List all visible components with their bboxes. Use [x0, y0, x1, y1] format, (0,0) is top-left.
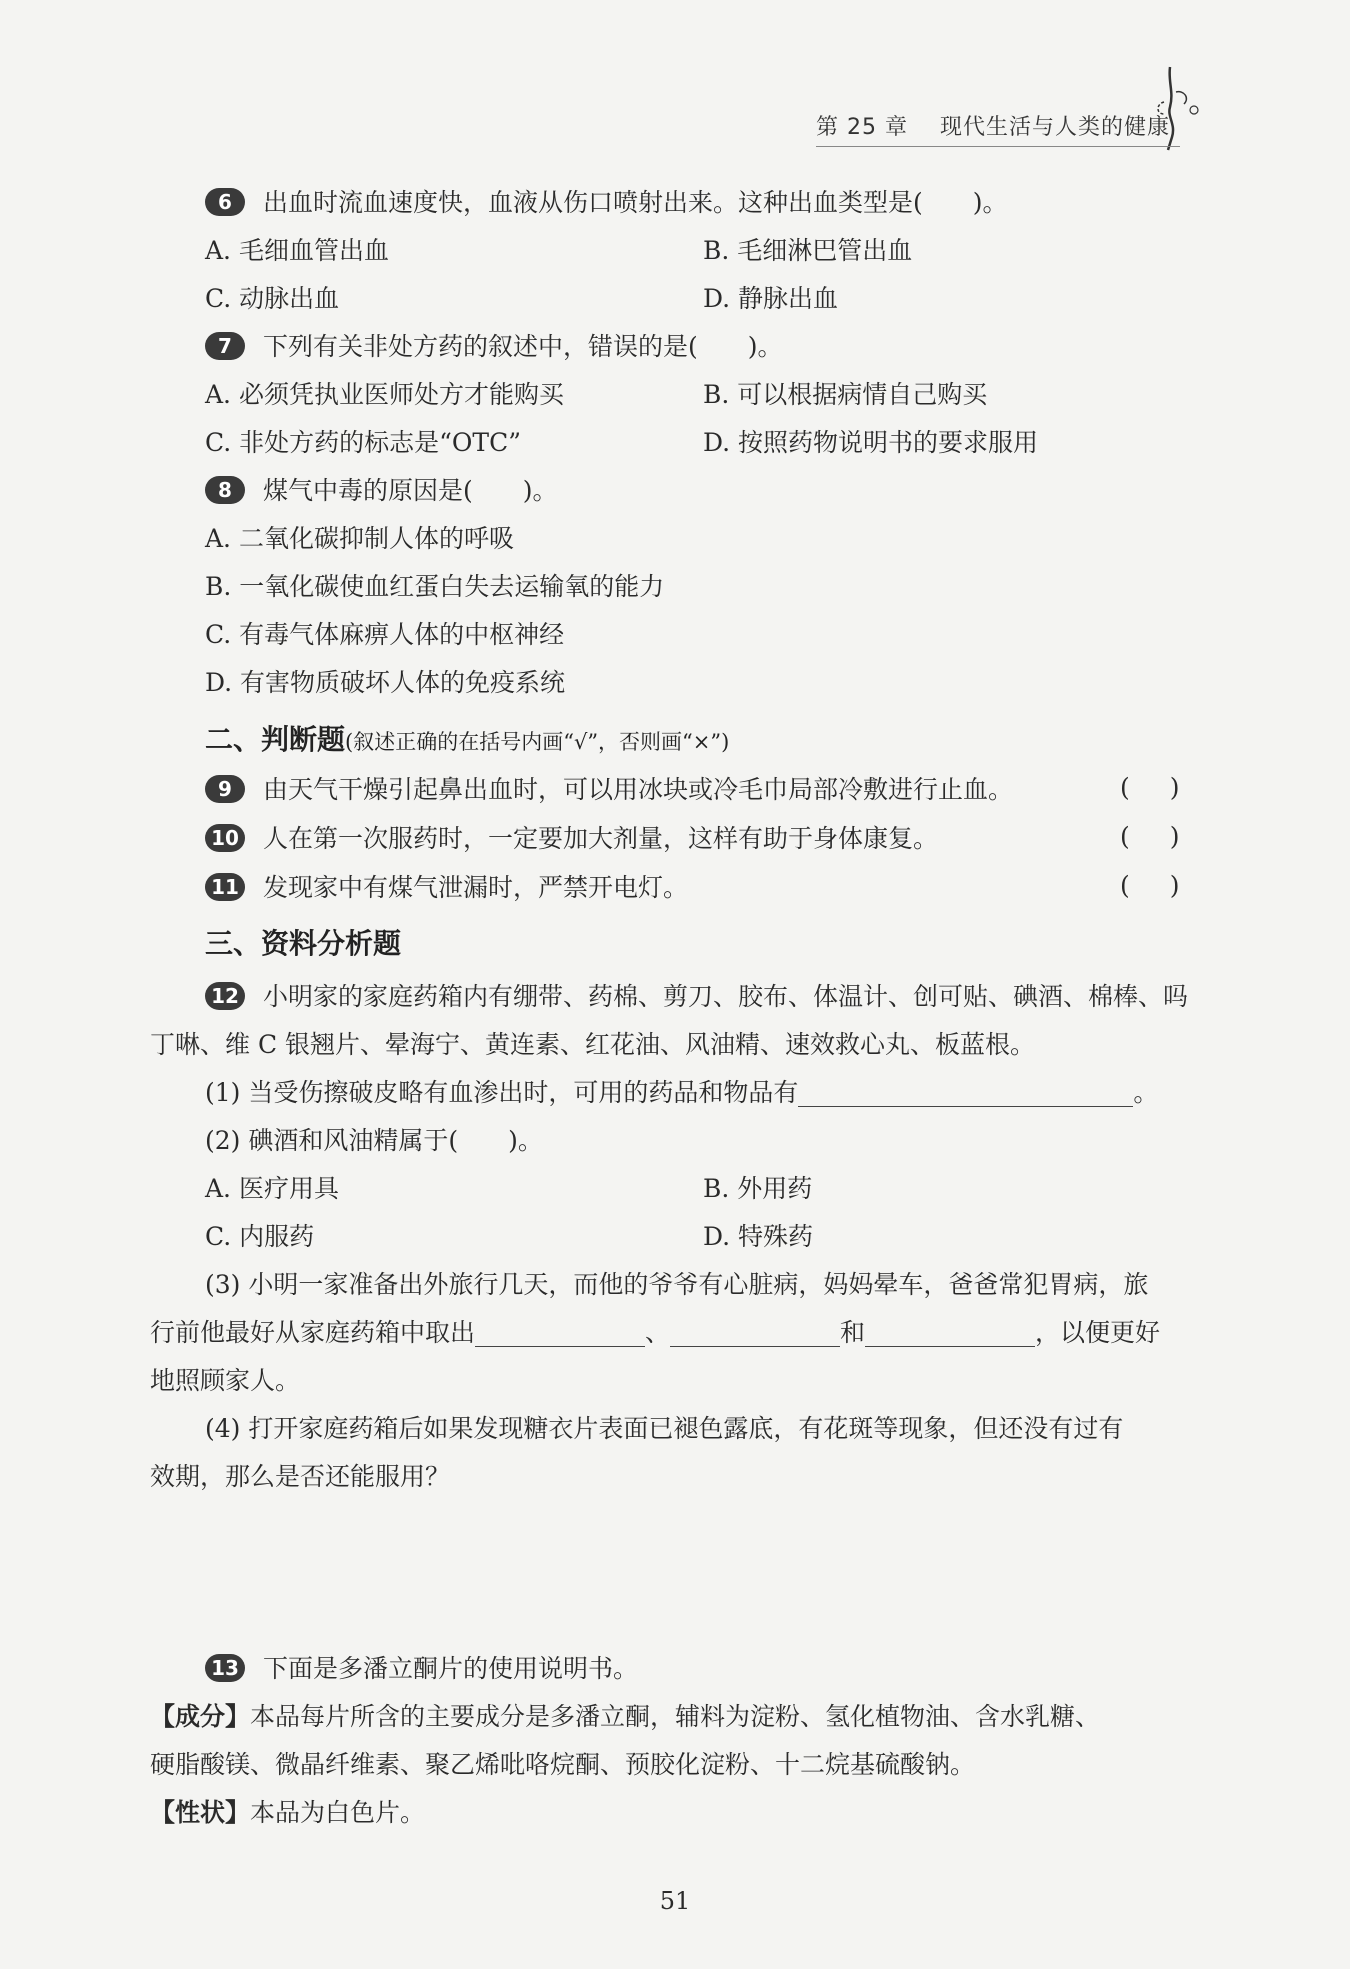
- section-title: 三、资料分析题: [205, 927, 402, 960]
- option-b: B. 一氧化碳使血红蛋白失去运输氧的能力: [205, 572, 665, 601]
- header-rule: [816, 146, 1180, 147]
- question-number: 7: [205, 332, 245, 360]
- option-d: D. 按照药物说明书的要求服用: [703, 428, 1039, 457]
- question-10: [205, 822, 938, 856]
- section-title: 二、判断题: [205, 723, 346, 756]
- option-a: A. 必须凭执业医师处方才能购买: [205, 380, 564, 409]
- question-7: [205, 330, 783, 364]
- section-heading-analysis: [205, 922, 401, 962]
- page-number: 51: [659, 1887, 691, 1915]
- option-a: A. 毛细血管出血: [205, 236, 389, 265]
- question-text: 出血时流血速度快，血液从伤口喷射出来。这种出血类型是( )。: [263, 188, 1008, 217]
- question-text: 下面是多潘立酮片的使用说明书。: [263, 1654, 639, 1683]
- question-13: [205, 1652, 638, 1686]
- property-line: [150, 1796, 425, 1830]
- separator: 、: [645, 1318, 671, 1347]
- option-c: C. 非处方药的标志是“OTC”: [205, 428, 521, 457]
- option-d: D. 静脉出血: [703, 284, 839, 313]
- question-text-continued: 丁啉、维 C 银翘片、晕海宁、黄连素、红花油、风油精、速效救心丸、板蓝根。: [150, 1030, 1036, 1059]
- answer-bracket[interactable]: (): [1120, 871, 1220, 900]
- composition-label: 【成分】: [150, 1702, 251, 1731]
- question-number: 9: [205, 775, 245, 803]
- question-12: [205, 980, 1188, 1014]
- answer-blank[interactable]: [475, 1320, 645, 1347]
- question-number: 11: [205, 873, 245, 901]
- subquestion-2: (2) 碘酒和风油精属于( )。: [205, 1126, 543, 1155]
- subquestion-4: (4) 打开家庭药箱后如果发现糖衣片表面已褪色露底，有花斑等现象，但还没有过有: [205, 1414, 1124, 1443]
- answer-blank[interactable]: [865, 1320, 1035, 1347]
- separator: 和: [840, 1318, 866, 1347]
- subquestion-4-continued: 效期，那么是否还能服用？: [150, 1462, 451, 1491]
- question-11: [205, 871, 688, 905]
- option-c: C. 动脉出血: [205, 284, 340, 313]
- option-d: D. 特殊药: [703, 1222, 814, 1251]
- question-9: [205, 773, 1013, 807]
- composition-line: [150, 1700, 1100, 1734]
- option-b: B. 可以根据病情自己购买: [703, 380, 988, 409]
- question-text: 煤气中毒的原因是( )。: [263, 476, 558, 505]
- question-number: 6: [205, 188, 245, 216]
- option-a: A. 医疗用具: [205, 1174, 339, 1203]
- subquestion-text: 行前他最好从家庭药箱中取出: [150, 1318, 476, 1347]
- answer-bracket[interactable]: (): [1120, 822, 1220, 851]
- question-text: 下列有关非处方药的叙述中，错误的是( )。: [263, 332, 783, 361]
- subquestion-3-continued: [150, 1316, 1160, 1350]
- question-text: 由天气干燥引起鼻出血时，可以用冰块或冷毛巾局部冷敷进行止血。: [263, 775, 1014, 804]
- property-label: 【性状】: [150, 1798, 251, 1827]
- question-number: 12: [205, 982, 245, 1010]
- answer-blank[interactable]: [798, 1080, 1133, 1107]
- section-note: (叙述正确的在括号内画“√”，否则画“×”): [345, 730, 730, 754]
- option-c: C. 有毒气体麻痹人体的中枢神经: [205, 620, 565, 649]
- question-text: 人在第一次服药时，一定要加大剂量，这样有助于身体康复。: [263, 824, 939, 853]
- composition-text: 本品每片所含的主要成分是多潘立酮，辅料为淀粉、氢化植物油、含水乳糖、: [250, 1702, 1101, 1731]
- subquestion-3-continued: 地照顾家人。: [150, 1366, 301, 1395]
- option-a: A. 二氧化碳抑制人体的呼吸: [205, 524, 514, 553]
- question-6: [205, 186, 1008, 220]
- question-8: [205, 474, 558, 508]
- chapter-number: 第 25 章: [816, 115, 908, 140]
- composition-continued: 硬脂酸镁、微晶纤维素、聚乙烯吡咯烷酮、预胶化淀粉、十二烷基硫酸钠。: [150, 1750, 976, 1779]
- property-text: 本品为白色片。: [250, 1798, 426, 1827]
- subquestion-end: 。: [1133, 1078, 1159, 1107]
- question-number: 10: [205, 824, 245, 852]
- option-b: B. 毛细淋巴管出血: [703, 236, 913, 265]
- option-c: C. 内服药: [205, 1222, 315, 1251]
- page-header: [816, 110, 1170, 141]
- section-heading-judgement: [205, 718, 729, 758]
- subquestion-1: [205, 1076, 1158, 1110]
- option-d: D. 有害物质破坏人体的免疫系统: [205, 668, 566, 697]
- option-b: B. 外用药: [703, 1174, 813, 1203]
- subquestion-text: (1) 当受伤擦破皮略有血渗出时，可用的药品和物品有: [205, 1078, 799, 1107]
- chapter-title: 现代生活与人类的健康: [939, 115, 1170, 140]
- question-number: 13: [205, 1654, 245, 1682]
- subquestion-3: (3) 小明一家准备出外旅行几天，而他的爷爷有心脏病，妈妈晕车，爸爸常犯胃病，旅: [205, 1270, 1149, 1299]
- question-text: 发现家中有煤气泄漏时，严禁开电灯。: [263, 873, 689, 902]
- subquestion-text: ，以便更好: [1035, 1318, 1161, 1347]
- answer-blank[interactable]: [670, 1320, 840, 1347]
- answer-bracket[interactable]: (): [1120, 773, 1220, 802]
- question-number: 8: [205, 476, 245, 504]
- question-text: 小明家的家庭药箱内有绷带、药棉、剪刀、胶布、体温计、创可贴、碘酒、棉棒、吗: [263, 982, 1189, 1011]
